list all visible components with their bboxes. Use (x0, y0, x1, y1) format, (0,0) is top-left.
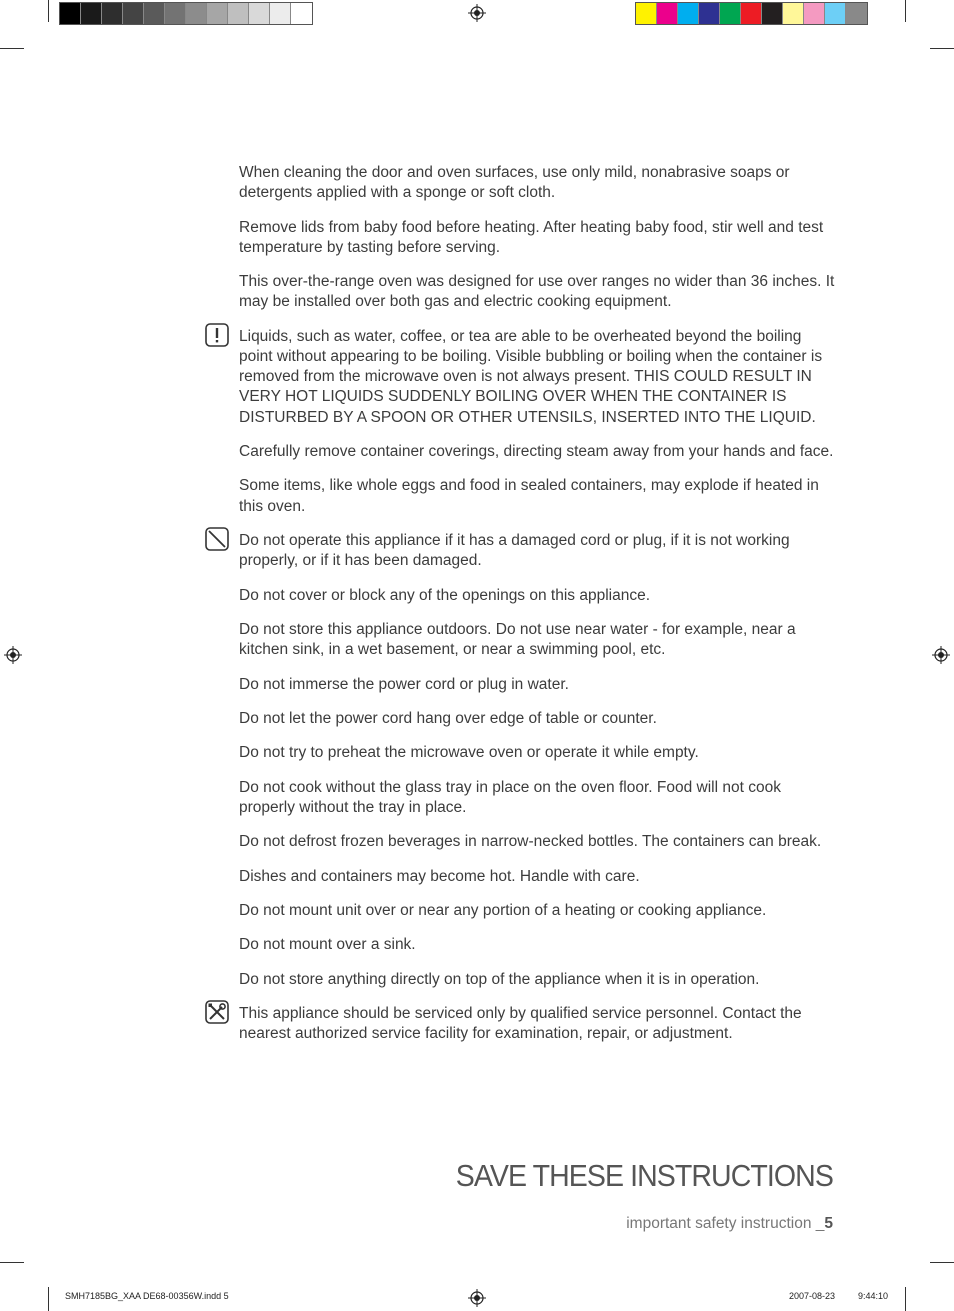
color-swatch (678, 3, 699, 24)
instruction-text: Dishes and containers may become hot. Handle with care. (239, 867, 640, 885)
crop-mark (905, 1287, 906, 1311)
service-tools-icon (205, 1000, 229, 1024)
instruction-text: Do not store anything directly on top of the appliance when it is in operation. (239, 970, 760, 988)
crop-mark (905, 0, 906, 22)
instruction-paragraph (239, 218, 839, 258)
instruction-paragraph (239, 531, 839, 571)
color-swatch (762, 3, 783, 24)
registration-mark-icon (468, 4, 486, 22)
instruction-paragraph (239, 327, 839, 428)
instruction-paragraph (239, 1004, 839, 1044)
color-swatch (123, 3, 144, 24)
instruction-paragraph (239, 476, 839, 516)
color-swatch (207, 3, 228, 24)
instruction-paragraph (239, 620, 839, 660)
save-instructions-heading: SAVE THESE INSTRUCTIONS (455, 1158, 833, 1193)
crop-mark (930, 1262, 954, 1263)
instruction-text: Do not cover or block any of the openings on this appliance. (239, 586, 651, 604)
print-slug-filename: SMH7185BG_XAA DE68-00356W.indd 5 (65, 1291, 229, 1301)
instruction-text: Do not let the power cord hang over edge of table or counter. (239, 709, 657, 727)
instruction-paragraph (239, 163, 839, 203)
color-swatch (846, 3, 867, 24)
instruction-paragraph (239, 901, 839, 921)
registration-mark-icon (4, 646, 22, 664)
crop-mark (48, 1287, 49, 1311)
color-swatch (783, 3, 804, 24)
instruction-text: Do not operate this appliance if it has a damaged cord or plug, if it is not working properly, or if it has been damaged. (239, 531, 790, 570)
instruction-text: Some items, like whole eggs and food in sealed containers, may explode if heated in this oven. (239, 477, 819, 515)
instruction-paragraph (239, 743, 839, 763)
crop-mark (0, 48, 24, 49)
instruction-text: Do not mount over a sink. (239, 936, 416, 954)
crop-mark (930, 48, 954, 49)
color-swatch (81, 3, 102, 24)
page-footer (626, 1215, 833, 1233)
color-swatch (186, 3, 207, 24)
instruction-text: Carefully remove container coverings, directing steam away from your hands and face. (239, 442, 834, 460)
registration-mark-icon (932, 646, 950, 664)
instruction-paragraph (239, 935, 839, 955)
instruction-paragraph (239, 970, 839, 990)
color-swatch (825, 3, 846, 24)
instruction-text: Do not mount unit over or near any portion of a heating or cooking appliance. (239, 902, 767, 920)
color-swatch (270, 3, 291, 24)
color-swatch (657, 3, 678, 24)
crop-mark (0, 1262, 24, 1263)
print-slug-time: 9:44:10 (858, 1291, 889, 1301)
color-swatch (720, 3, 741, 24)
instruction-text: Do not store this appliance outdoors. Do not use near water - for example, near a kitchen sink, in a wet basement, or near a swimming pool, etc. (239, 620, 796, 659)
color-swatch (60, 3, 81, 24)
color-swatch (102, 3, 123, 24)
instruction-paragraph (239, 867, 839, 887)
color-swatch (699, 3, 720, 24)
instruction-paragraph (239, 272, 839, 312)
crop-mark (48, 0, 49, 22)
registration-mark-icon (468, 1289, 486, 1307)
color-swatch (228, 3, 249, 24)
prohibited-icon (205, 527, 229, 551)
instruction-text: This appliance should be serviced only by qualified service personnel. Contact the nearest authorized service facility for examination, repair, or adjustment. (239, 1005, 802, 1043)
instruction-text: Do not defrost frozen beverages in narrow-necked bottles. The containers can break. (239, 833, 822, 851)
color-swatch (741, 3, 762, 24)
instruction-paragraph (239, 832, 839, 852)
safety-instructions-body (239, 163, 839, 1059)
color-swatch (249, 3, 270, 24)
instruction-paragraph (239, 778, 839, 818)
color-swatch (291, 3, 312, 24)
instruction-paragraph (239, 442, 839, 462)
instruction-text: Do not try to preheat the microwave oven or operate it while empty. (239, 744, 699, 762)
instruction-text: Do not immerse the power cord or plug in water. (239, 675, 569, 693)
color-swatch (144, 3, 165, 24)
instruction-paragraph (239, 586, 839, 606)
print-slug-date: 2007-08-23 (789, 1291, 836, 1301)
color-swatch (804, 3, 825, 24)
instruction-text: Liquids, such as water, coffee, or tea are able to be overheated beyond the boiling point without appearing to be boiling. Visible bubbling or boiling when the container is removed from the microwave oven is not always present. THIS COULD RESULT IN VERY HOT LIQUIDS SUDDENLY BOILING OVER WHEN THE CONTAINER IS DISTURBED BY A SPOON OR OTHER UTENSILS, INSERTED INTO THE LIQUID. (239, 327, 823, 426)
instruction-paragraph (239, 709, 839, 729)
warning-icon (205, 323, 229, 347)
footer-section-label: important safety instruction _ (626, 1215, 825, 1232)
instruction-text: Do not cook without the glass tray in place on the oven floor. Food will not cook properly without the tray in place. (239, 778, 781, 816)
page-number: 5 (824, 1215, 833, 1232)
process-color-calibration-bar (635, 2, 868, 25)
instruction-paragraph (239, 675, 839, 695)
instruction-text: Remove lids from baby food before heating. After heating baby food, stir well and test temperature by tasting before serving. (239, 218, 824, 256)
grayscale-calibration-bar (59, 2, 313, 25)
color-swatch (165, 3, 186, 24)
instruction-text: This over-the-range oven was designed for use over ranges no wider than 36 inches. It may be installed over both gas and electric cooking equipment. (239, 273, 835, 311)
color-swatch (636, 3, 657, 24)
instruction-text: When cleaning the door and oven surfaces, use only mild, nonabrasive soaps or detergents applied with a sponge or soft cloth. (239, 164, 790, 202)
